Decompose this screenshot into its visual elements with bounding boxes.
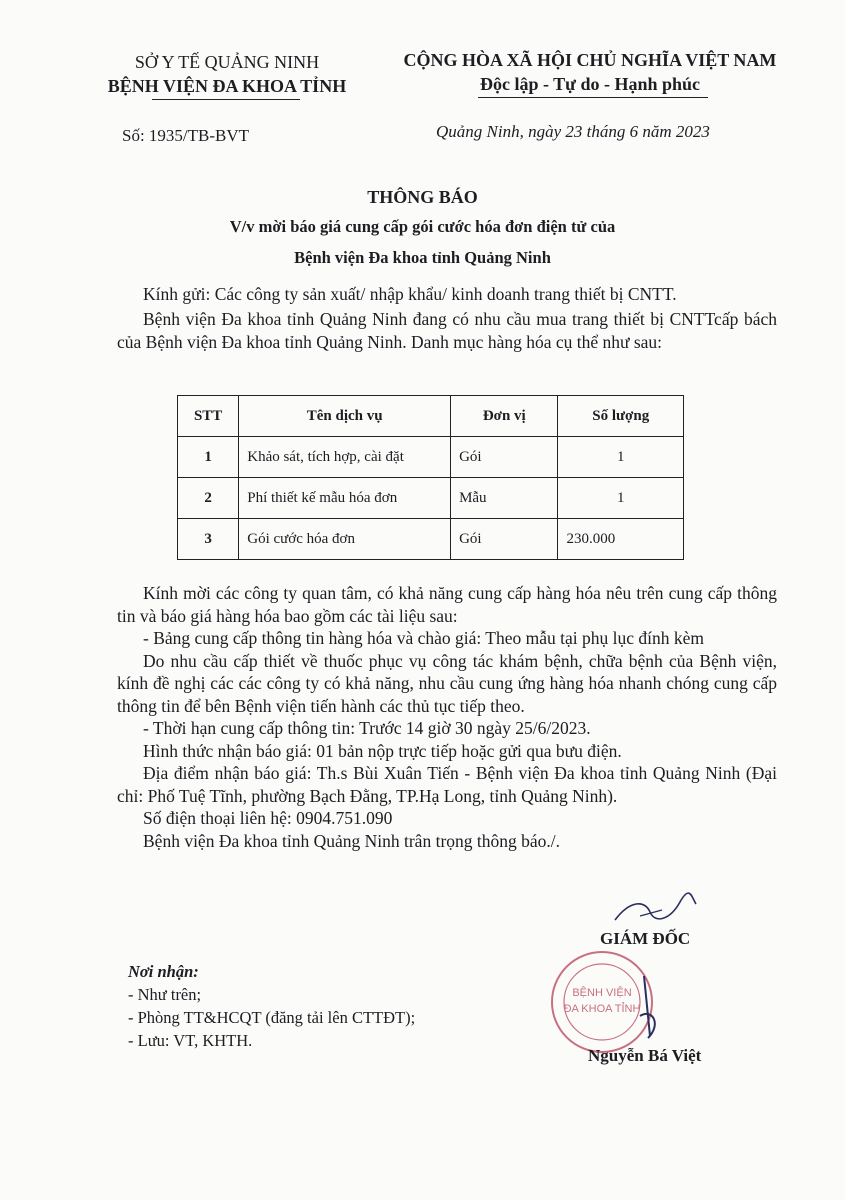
cell-unit: Gói bbox=[451, 519, 558, 560]
table-header-row bbox=[178, 396, 684, 437]
table-row bbox=[178, 437, 684, 478]
table-row bbox=[178, 478, 684, 519]
seal-text-line1: BỆNH VIỆN bbox=[572, 987, 632, 999]
cell-quantity: 1 bbox=[558, 437, 684, 478]
recipients-title: Nơi nhận: bbox=[128, 962, 199, 981]
cell-quantity: 230.000 bbox=[558, 519, 684, 560]
recipient-item: - Phòng TT&HCQT (đăng tải lên CTTĐT); bbox=[128, 1008, 416, 1027]
cell-stt: 1 bbox=[178, 437, 239, 478]
header-stt: STT bbox=[178, 396, 239, 437]
issuer-hospital: BỆNH VIỆN ĐA KHOA TỈNH bbox=[107, 76, 347, 96]
submission-method: Hình thức nhận báo giá: 01 bản nộp trực tiếp hoặc gửi qua bưu điện. bbox=[143, 740, 622, 761]
contact-phone: Số điện thoại liên hệ: 0904.751.090 bbox=[143, 808, 393, 828]
national-title: CỘNG HÒA XÃ HỘI CHỦ NGHĨA VIỆT NAM bbox=[403, 50, 777, 70]
invite-paragraph: Kính mời các công ty quan tâm, có khả năng cung cấp hàng hóa nêu trên cung cấp thông tin và báo giá hàng hóa bao gồm các tài liệu sau: bbox=[117, 583, 777, 626]
place-and-date: Quảng Ninh, ngày 23 tháng 6 năm 2023 bbox=[436, 122, 710, 141]
header-service-name: Tên dịch vụ bbox=[239, 396, 451, 437]
closing-line: Bệnh viện Đa khoa tỉnh Quảng Ninh trân trọng thông báo./. bbox=[143, 830, 561, 851]
header-quantity: Số lượng bbox=[558, 396, 684, 437]
document-number: Số: 1935/TB-BVT bbox=[122, 126, 250, 145]
table-row bbox=[178, 519, 684, 560]
document-title: THÔNG BÁO bbox=[367, 187, 478, 207]
issuer-block bbox=[82, 50, 372, 98]
cell-unit: Mẫu bbox=[451, 478, 558, 519]
signer-title: GIÁM ĐỐC bbox=[600, 929, 691, 948]
recipient-item: - Như trên; bbox=[128, 985, 202, 1004]
goods-table bbox=[177, 395, 684, 560]
deadline-item: - Thời hạn cung cấp thông tin: Trước 14 giờ 30 ngày 25/6/2023. bbox=[143, 718, 591, 738]
cell-stt: 3 bbox=[178, 519, 239, 560]
issuer-underline bbox=[152, 99, 300, 100]
cell-unit: Gói bbox=[451, 437, 558, 478]
handwritten-signature bbox=[610, 890, 700, 930]
greeting bbox=[117, 283, 777, 306]
national-motto: Độc lập - Tự do - Hạnh phúc bbox=[479, 74, 701, 94]
signer-name: Nguyễn Bá Việt bbox=[588, 1046, 702, 1065]
cell-service-name: Khảo sát, tích hợp, cài đặt bbox=[239, 437, 451, 478]
body-paragraphs bbox=[117, 582, 777, 852]
cell-stt: 2 bbox=[178, 478, 239, 519]
recipient-item: - Lưu: VT, KHTH. bbox=[128, 1031, 253, 1050]
national-motto-block bbox=[380, 48, 800, 96]
cell-service-name: Gói cước hóa đơn bbox=[239, 519, 451, 560]
recipients-block bbox=[128, 960, 415, 1052]
urgency-paragraph: Do nhu cầu cấp thiết về thuốc phục vụ công tác khám bệnh, chữa bệnh của Bệnh viện, kính đề nghị các các công ty có khả năng, nhu cầu cung ứng hàng hóa nhanh chóng cung cấp thông tin để bên Bệnh viện tiến hành các thủ tục tiếp theo. bbox=[117, 650, 777, 716]
motto-underline bbox=[478, 97, 708, 98]
cell-quantity: 1 bbox=[558, 478, 684, 519]
seal-text-line2: ĐA KHOA TỈNH bbox=[563, 1003, 641, 1015]
attachment-item: - Bảng cung cấp thông tin hàng hóa và chào giá: Theo mẫu tại phụ lục đính kèm bbox=[143, 628, 704, 648]
intro bbox=[117, 308, 777, 353]
document-subject-line1: V/v mời báo giá cung cấp gói cước hóa đơn điện tử của bbox=[229, 217, 616, 236]
intro-text: Bệnh viện Đa khoa tỉnh Quảng Ninh đang có nhu cầu mua trang thiết bị CNTTcấp bách của Bệnh viện Đa khoa tỉnh Quảng Ninh. Danh mục hàng hóa cụ thể như sau: bbox=[117, 309, 777, 352]
greeting-text: Kính gửi: Các công ty sản xuất/ nhập khẩu/ kinh doanh trang thiết bị CNTT. bbox=[143, 284, 677, 304]
official-seal bbox=[540, 946, 670, 1056]
document-subject-line2: Bệnh viện Đa khoa tỉnh Quảng Ninh bbox=[294, 248, 551, 267]
submission-address: Địa điểm nhận báo giá: Th.s Bùi Xuân Tiến - Bệnh viện Đa khoa tỉnh Quảng Ninh (Đại chỉ: Phố Tuệ Tĩnh, phường Bạch Đằng, TP.Hạ Long, tỉnh Quảng Ninh). bbox=[117, 763, 777, 806]
issuer-department: SỞ Y TẾ QUẢNG NINH bbox=[134, 52, 320, 72]
header-unit: Đơn vị bbox=[451, 396, 558, 437]
cell-service-name: Phí thiết kế mẫu hóa đơn bbox=[239, 478, 451, 519]
